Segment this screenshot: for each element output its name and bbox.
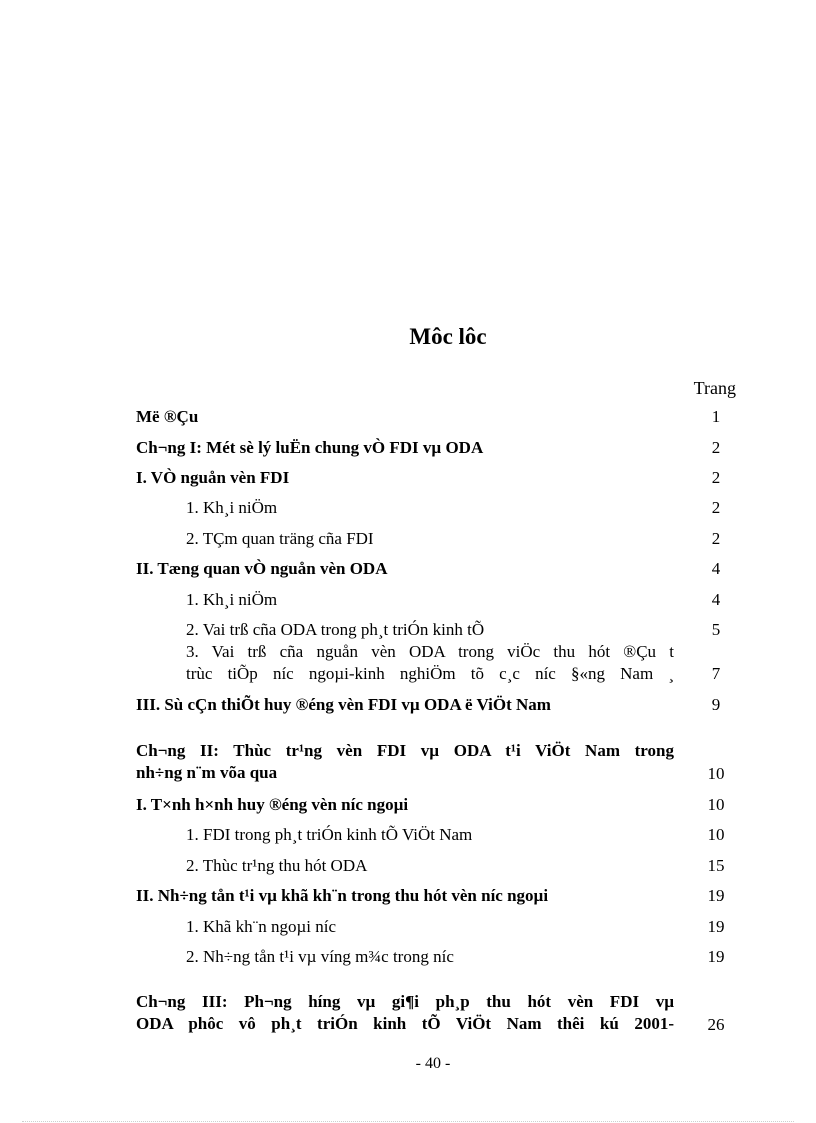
toc-entry-text: Ch¬ng I: Mét sè lý luËn chung vÒ FDI vµ ODA [136, 438, 484, 457]
toc-entry-text: Më ®Çu [136, 407, 199, 426]
toc-entry-text: II. Tæng quan vÒ nguån vèn ODA [136, 559, 388, 578]
toc-entry-page: 10 [707, 795, 725, 814]
toc-entry-line: ODA phôc vô ph¸t triÓn kinh tÕ ViÖt Nam thêi kú 2001- [136, 1014, 674, 1033]
toc-entry-text: 2. Vai trß cña ODA trong ph¸t triÓn kinh tÕ [186, 620, 485, 639]
toc-entry-line: Ch¬ng II: Thùc tr¹ng vèn FDI vµ ODA t¹i ViÖt Nam trong [136, 741, 674, 760]
toc-entry-text: 1. Kh¸i niÖm [186, 590, 278, 609]
toc-entry-text: I. VÒ nguån vèn FDI [136, 468, 290, 487]
toc-entry-page: 19 [707, 947, 725, 966]
toc-entry-page: 10 [707, 825, 725, 844]
page-number-footer: - 40 - [415, 1055, 451, 1072]
toc-entry-line: Ch¬ng III: Ph¬ng híng vµ gi¶i ph¸p thu hót vèn FDI vµ [136, 992, 674, 1011]
toc-entry-page: 10 [707, 764, 725, 783]
toc-entry-page: 4 [711, 590, 721, 609]
page-title: Môc lôc [409, 324, 487, 349]
toc-entry-page: 2 [711, 438, 721, 457]
toc-entry-text: 2. Thùc tr¹ng thu hót ODA [186, 856, 368, 875]
toc-entry-page: 26 [707, 1015, 725, 1034]
toc-entry-text: 2. Nh÷ng tån t¹i vµ víng m¾c trong níc [186, 947, 454, 966]
page-column-label: Trang [693, 378, 736, 398]
toc-entry-page: 4 [711, 559, 721, 578]
toc-entry-page: 15 [707, 856, 725, 875]
toc-entry-page: 2 [711, 529, 721, 548]
toc-entry-text: I. T×nh h×nh huy ®éng vèn níc ngoµi [136, 795, 409, 814]
toc-entry-line: trùc tiÕp níc ngoµi-kinh nghiÖm tõ c¸c níc §«ng Nam ¸ [186, 664, 674, 683]
toc-entry-text: II. Nh÷ng tån t¹i vµ khã kh¨n trong thu hót vèn níc ngoµi [136, 886, 549, 905]
toc-entry-page: 7 [711, 664, 721, 683]
toc-entry-text: 1. FDI trong ph¸t triÓn kinh tÕ ViÖt Nam [186, 825, 473, 844]
toc-entry-page: 2 [711, 498, 721, 517]
toc-entry-page: 5 [711, 620, 721, 639]
toc-entry-page: 19 [707, 886, 725, 905]
toc-entry-page: 2 [711, 468, 721, 487]
toc-entry-text: 1. Kh¸i niÖm [186, 498, 278, 517]
toc-entry-page: 1 [711, 407, 721, 426]
toc-entry-text [186, 641, 674, 685]
page-divider [22, 1121, 794, 1122]
toc-entry-line: 3. Vai trß cña nguån vèn ODA trong viÖc thu hót ®Çu t [186, 642, 674, 661]
toc-entry-text [136, 991, 674, 1035]
toc-entry-text: III. Sù cÇn thiÕt huy ®éng vèn FDI vµ ODA ë ViÖt Nam [136, 695, 551, 714]
toc-entry-line: nh÷ng n¨m võa qua [136, 763, 278, 782]
toc-entry-page: 9 [711, 695, 721, 714]
toc-entry-text: 2. TÇm quan träng cña FDI [186, 529, 374, 548]
toc-entry-text: 1. Khã kh¨n ngoµi níc [186, 917, 337, 936]
toc-entry-page: 19 [707, 917, 725, 936]
toc-entry-text [136, 740, 674, 784]
